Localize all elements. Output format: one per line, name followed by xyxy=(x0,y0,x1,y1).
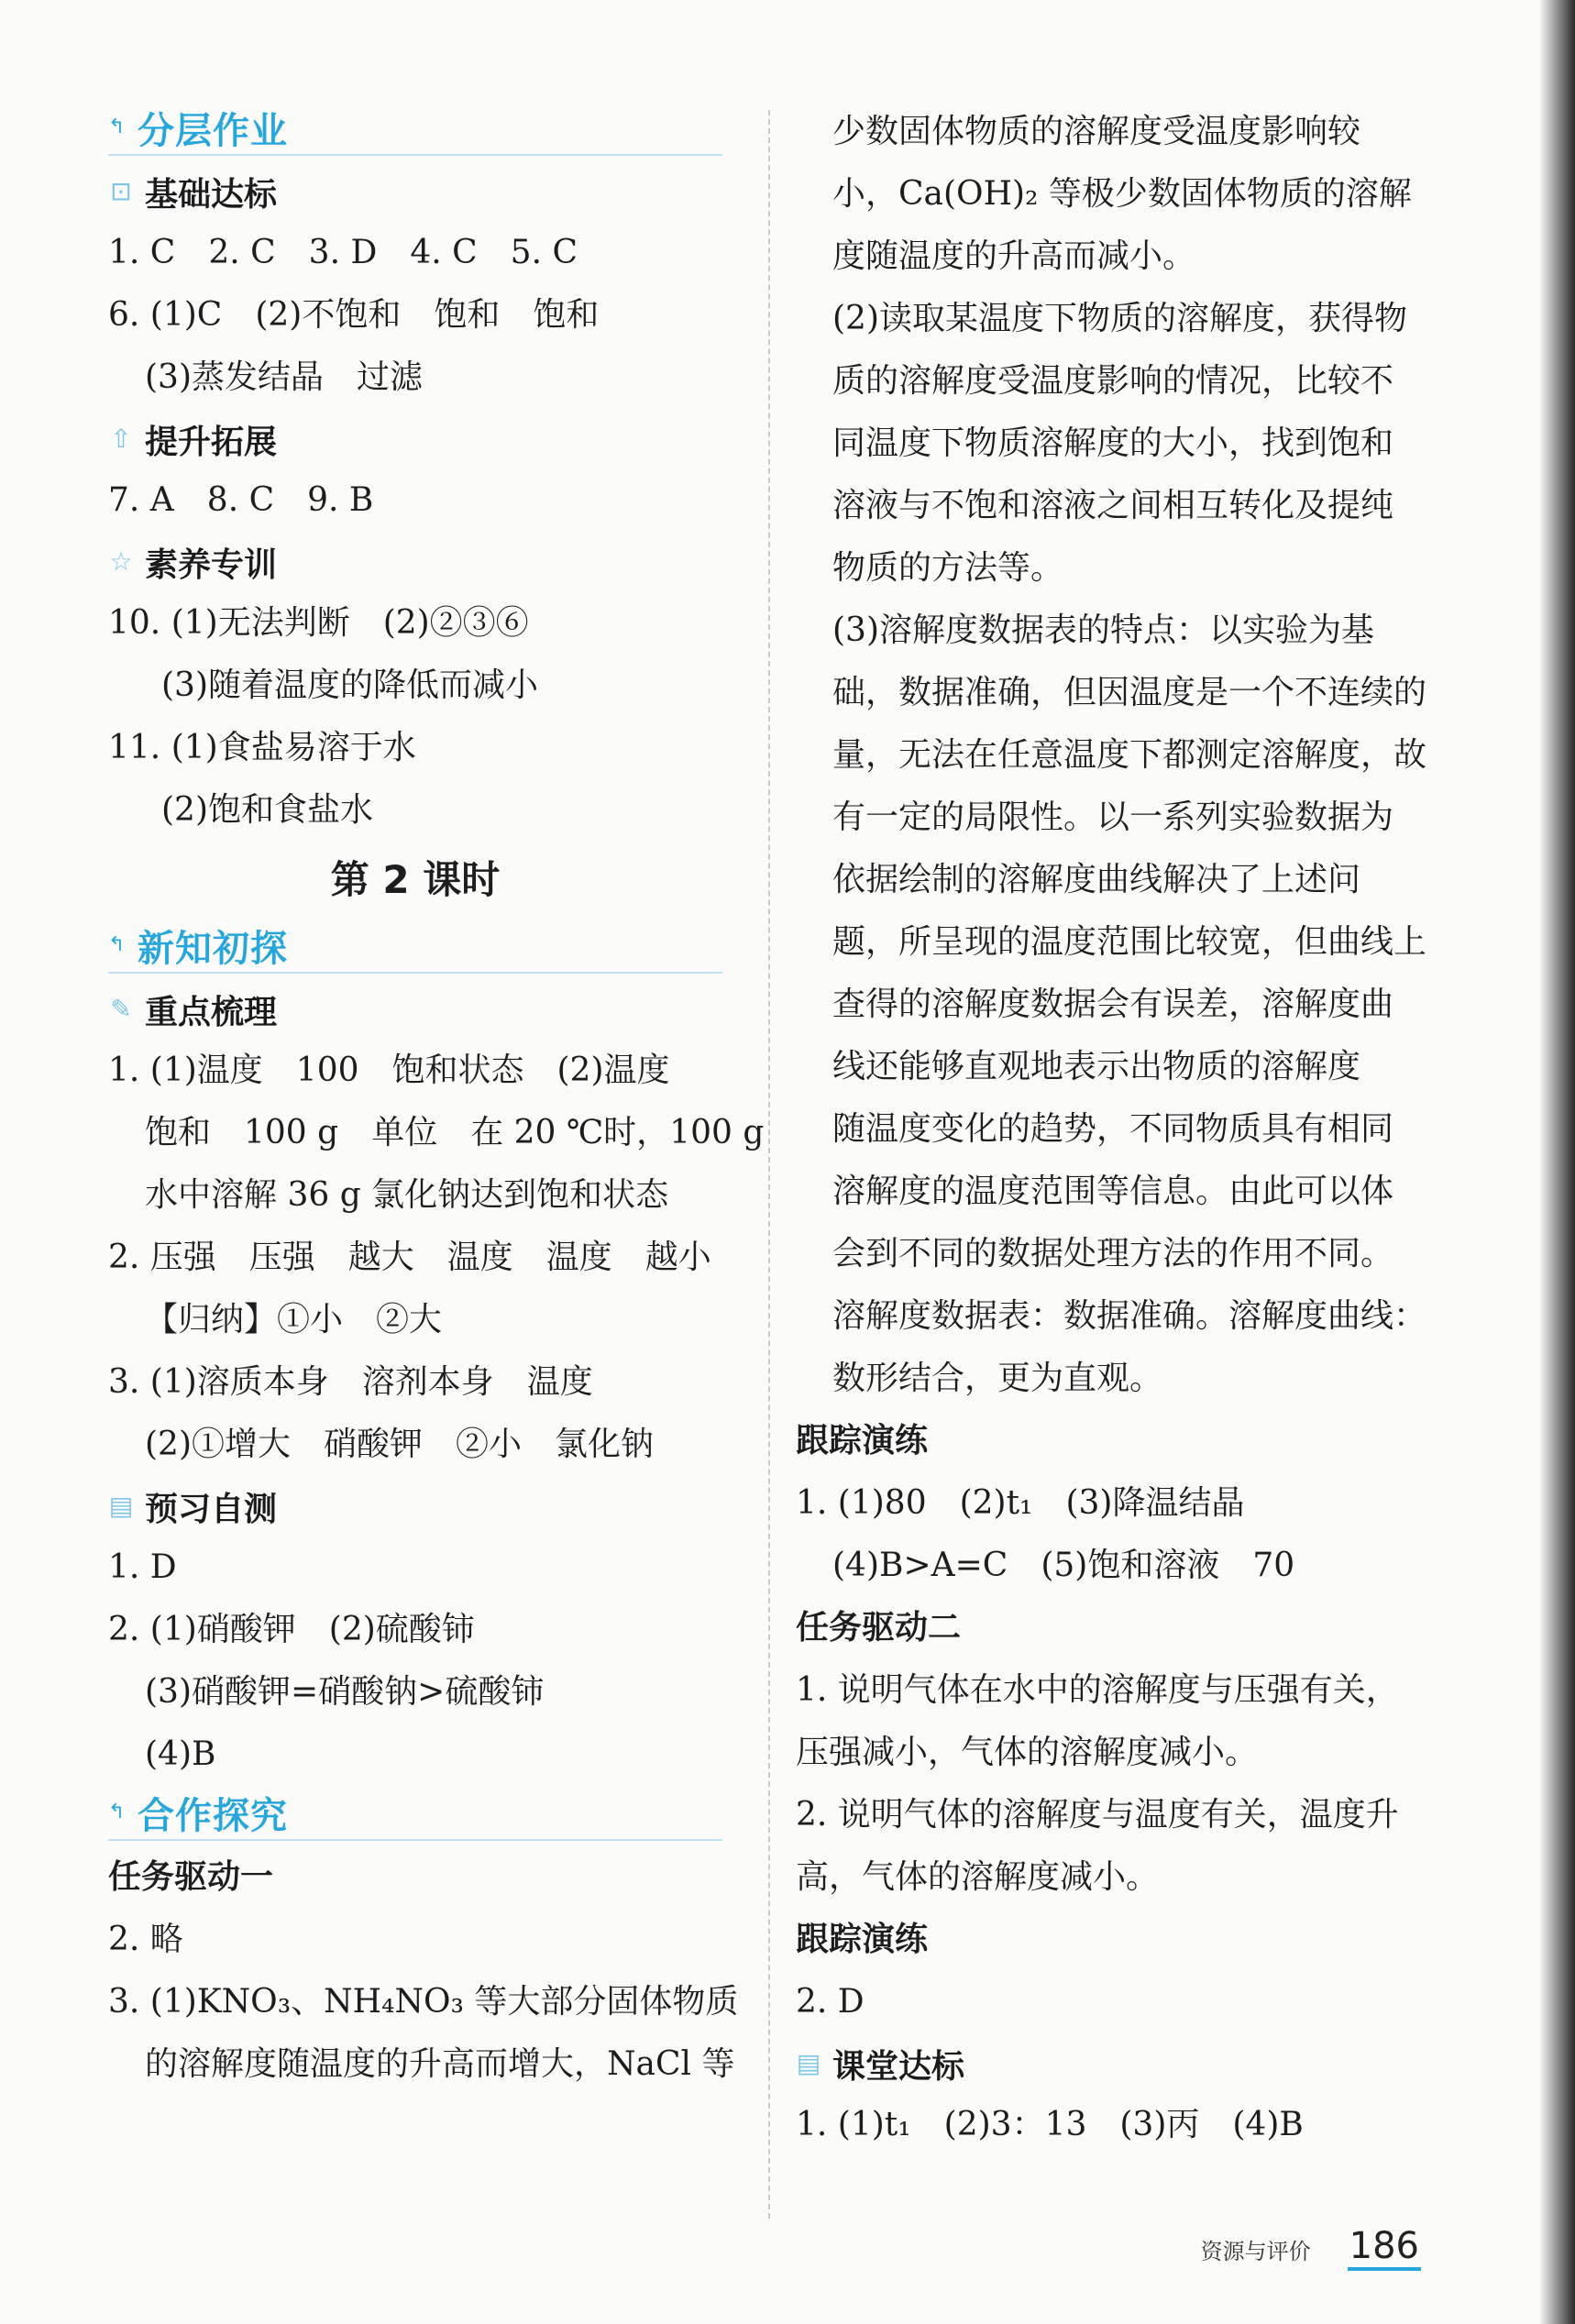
answer-line: 1. D xyxy=(108,1548,177,1586)
subheader-basic xyxy=(108,161,750,222)
answer-line: 查得的溶解度数据会有误差，溶解度曲 xyxy=(832,986,1394,1023)
left-column xyxy=(108,101,765,2096)
answer-line: 【归纳】①小 ②大 xyxy=(145,1301,443,1338)
up-arrow-icon: ⇧ xyxy=(110,424,132,454)
subheader-label: 预习自测 xyxy=(145,1490,278,1528)
subheader-label: 基础达标 xyxy=(145,175,278,214)
lock-icon: ⊡ xyxy=(110,176,132,206)
answer-line: 1. (1)温度 100 饱和状态 (2)温度 xyxy=(108,1052,670,1089)
answer-line: (4)B xyxy=(145,1735,216,1773)
footer-book-title: 资源与评价 xyxy=(1200,2239,1311,2264)
answer-line: 溶解度的温度范围等信息。由此可以体 xyxy=(832,1173,1394,1210)
answer-line: 11. (1)食盐易溶于水 xyxy=(108,729,416,766)
answer-line: (3)硝酸钾=硝酸钠>硫酸铈 xyxy=(145,1673,545,1711)
tracking-practice-heading: 跟踪演练 xyxy=(796,1422,929,1459)
answer-line: (3)溶解度数据表的特点：以实验为基 xyxy=(832,611,1374,649)
answer-line: 饱和 100 g 单位 在 20 ℃时，100 g xyxy=(145,1114,765,1151)
answer-line: (3)蒸发结晶 过滤 xyxy=(145,358,423,396)
answer-line: 题，所呈现的温度范围比较宽，但曲线上 xyxy=(832,923,1427,961)
right-column xyxy=(796,101,1437,2156)
bookmark-icon: ↰ xyxy=(108,933,126,956)
answer-line: 量，无法在任意温度下都测定溶解度，故 xyxy=(832,736,1427,774)
subheader-literacy xyxy=(108,532,750,592)
section-title: 分层作业 xyxy=(138,109,288,152)
answer-line: 有一定的局限性。以一系列实验数据为 xyxy=(832,799,1394,836)
answer-line: 1. C 2. C 3. D 4. C 5. C xyxy=(108,234,578,271)
answer-line: 2. D xyxy=(796,1983,865,2021)
answer-line: 高，气体的溶解度减小。 xyxy=(796,1858,1160,1896)
book-icon: ▤ xyxy=(796,2048,821,2078)
answer-line: 7. A 8. C 9. B xyxy=(108,481,374,519)
book-icon: ▤ xyxy=(108,1491,134,1521)
subheader-label: 素养专训 xyxy=(145,545,278,584)
subheader-label: 重点梳理 xyxy=(145,993,278,1031)
section-header-layered-homework xyxy=(108,101,722,156)
answer-line: 溶液与不饱和溶液之间相互转化及提纯 xyxy=(832,487,1394,524)
section-title: 新知初探 xyxy=(138,927,288,970)
answer-line: 2. 略 xyxy=(108,1921,183,1958)
answer-line: 础，数据准确，但因温度是一个不连续的 xyxy=(832,674,1427,711)
answer-line: (3)随着温度的降低而减小 xyxy=(161,666,538,704)
answer-line: (4)B>A=C (5)饱和溶液 70 xyxy=(832,1547,1295,1584)
answer-line: (2)饱和食盐水 xyxy=(161,791,373,829)
answer-line: 2. (1)硝酸钾 (2)硫酸铈 xyxy=(108,1611,475,1648)
answer-line: 质的溶解度受温度影响的情况，比较不 xyxy=(832,362,1394,400)
answer-line: 压强减小，气体的溶解度减小。 xyxy=(796,1734,1259,1771)
subheader-preview xyxy=(108,1476,750,1536)
scan-edge-shadow xyxy=(1540,0,1575,2324)
answer-line: 6. (1)C (2)不饱和 饱和 饱和 xyxy=(108,296,600,334)
answer-line: (2)读取某温度下物质的溶解度，获得物 xyxy=(832,300,1407,337)
page-number: 186 xyxy=(1348,2225,1421,2271)
pen-icon: ✎ xyxy=(110,994,132,1024)
tracking-practice-heading: 跟踪演练 xyxy=(796,1921,929,1958)
page-footer xyxy=(1201,2225,1421,2271)
answer-line: 随温度变化的趋势，不同物质具有相同 xyxy=(832,1110,1394,1148)
answer-line: 2. 压强 压强 越大 温度 温度 越小 xyxy=(108,1239,711,1276)
section-header-cooperative xyxy=(108,1786,722,1841)
subheader-class-check xyxy=(796,2033,1437,2094)
answer-line: 依据绘制的溶解度曲线解决了上述问 xyxy=(832,861,1361,898)
answer-line: 线还能够直观地表示出物质的溶解度 xyxy=(832,1048,1361,1085)
section-title: 合作探究 xyxy=(138,1794,288,1837)
answer-line: 3. (1)KNO₃、NH₄NO₃ 等大部分固体物质 xyxy=(108,1983,739,2021)
subheader-key-points xyxy=(108,979,750,1040)
answer-line: 1. 说明气体在水中的溶解度与压强有关， xyxy=(796,1671,1399,1709)
answer-line: 溶解度数据表：数据准确。溶解度曲线： xyxy=(832,1297,1427,1335)
answer-line: 1. (1)80 (2)t₁ (3)降温结晶 xyxy=(796,1484,1245,1522)
answer-line: 度随温度的升高而减小。 xyxy=(832,237,1196,275)
answer-line: 的溶解度随温度的升高而增大，NaCl 等 xyxy=(145,2045,735,2083)
answer-line: 10. (1)无法判断 (2)②③⑥ xyxy=(108,604,529,642)
answer-line: (2)①增大 硝酸钾 ②小 氯化钠 xyxy=(145,1426,654,1463)
answer-line: 水中溶解 36 g 氯化钠达到饱和状态 xyxy=(145,1176,669,1214)
answer-line: 会到不同的数据处理方法的作用不同。 xyxy=(832,1235,1394,1272)
answer-line: 数形结合，更为直观。 xyxy=(832,1360,1163,1397)
answer-line: 2. 说明气体的溶解度与温度有关，温度升 xyxy=(796,1796,1399,1834)
task-heading: 任务驱动二 xyxy=(796,1609,962,1647)
star-icon: ☆ xyxy=(109,546,133,577)
bookmark-icon: ↰ xyxy=(108,1801,126,1823)
answer-line: 小，Ca(OH)₂ 等极少数固体物质的溶解 xyxy=(832,175,1412,213)
subheader-extend xyxy=(108,409,750,469)
task-heading: 任务驱动一 xyxy=(108,1858,274,1896)
subheader-label: 提升拓展 xyxy=(145,423,278,461)
column-divider xyxy=(768,110,770,2219)
section-header-new-knowledge xyxy=(108,919,722,974)
answer-line: 同温度下物质溶解度的大小，找到饱和 xyxy=(832,424,1394,462)
bookmark-icon: ↰ xyxy=(108,116,126,138)
answer-line: 1. (1)t₁ (2)3：13 (3)丙 (4)B xyxy=(796,2106,1304,2143)
subheader-label: 课堂达标 xyxy=(832,2047,965,2086)
lesson-title: 第 2 课时 xyxy=(330,857,501,902)
answer-line: 3. (1)溶质本身 溶剂本身 温度 xyxy=(108,1363,593,1401)
answer-line: 物质的方法等。 xyxy=(832,549,1064,587)
answer-line: 少数固体物质的溶解度受温度影响较 xyxy=(832,113,1361,150)
